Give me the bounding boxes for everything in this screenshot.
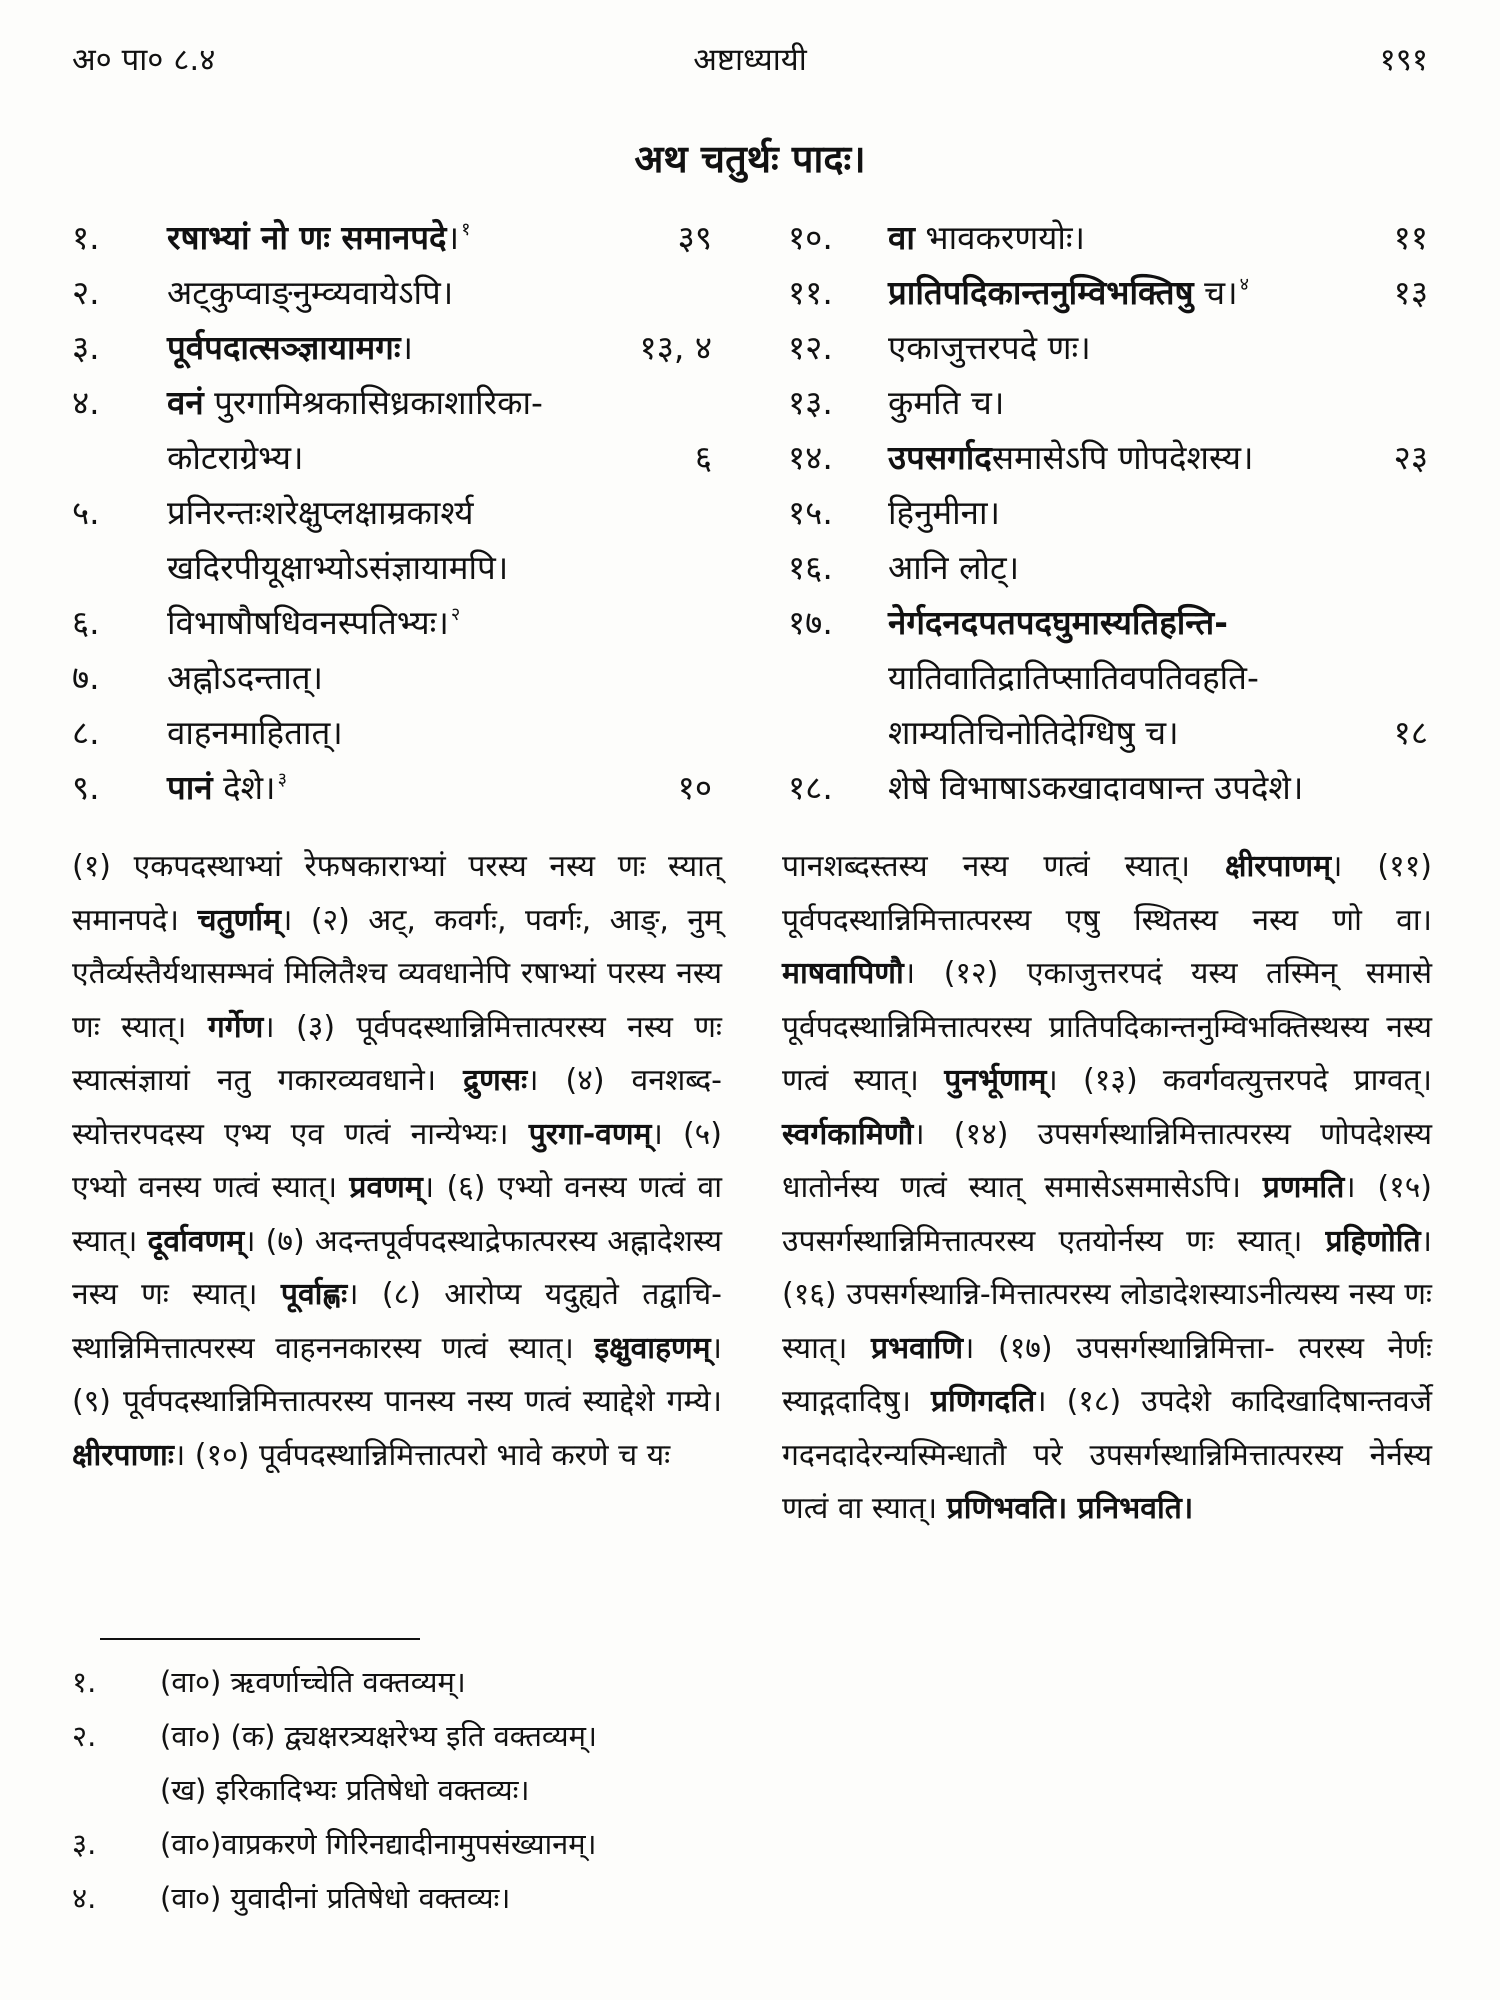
example-word: प्रणमति [1262, 1170, 1345, 1205]
sutra-rest-text: शेषे विभाषाऽकखादावषान्त उपदेशे। [888, 768, 1304, 807]
commentary-text: । (१५) उपसर्गस्थान्निमित्तात्परस्य एतयोर्नस्य णः स्यात्। [782, 1170, 1432, 1259]
sutra-rest-text: अह्नोऽदन्तात्। [167, 658, 324, 697]
footnote-marker: ३ [277, 769, 287, 790]
footnote-text: (वा०) युवादीनां प्रतिषेधो वक्तव्यः। [160, 1881, 511, 1915]
sutra-text [888, 705, 1179, 760]
commentary-text: पानशब्दस्तस्य नस्य णत्वं स्यात्। [782, 849, 1226, 884]
footnote-marker: १ [461, 219, 471, 240]
sutra-rest-text: कोटराग्रेभ्य। [167, 438, 304, 477]
footnote-text: (वा०) (क) द्व्यक्षरत्र्यक्षरेभ्य इति वक्तव्यम्। [160, 1719, 597, 1753]
example-word: पूर्वाह्णः [280, 1277, 348, 1312]
footnote-number: ४. [72, 1881, 97, 1915]
sutra-row [788, 760, 1428, 815]
example-word: पुरगा-वणम् [528, 1116, 652, 1152]
example-word: प्रहिणोति [1325, 1223, 1421, 1259]
commentary-text: । (२) अट्, कवर्गः, पवर्गः, आङ्, नुम् एतैर्व्यस्तैर्यथासम्भवं मिलितैश्च व्यवधानेपि रषाभ्यां परस्य नस्य णः स्यात्। [72, 902, 722, 1045]
sutra-row [788, 430, 1428, 485]
running-header [72, 38, 1428, 88]
example-word: प्रणिभवति। प्रनिभवति। [946, 1491, 1194, 1526]
sutra-number: १६. [788, 548, 833, 587]
sutra-text [167, 650, 323, 705]
sutra-text [888, 210, 1085, 265]
sutra-bold-text: प्रातिपदिकान्तनुम्विभक्तिषु [888, 273, 1194, 312]
sutra-text [888, 375, 1004, 430]
footnote-row [72, 1871, 972, 1925]
sutra-list-left [72, 210, 712, 815]
sutra-row [72, 650, 712, 705]
commentary-text: । (१७) उपसर्गस्थान्निमित्ता- त्परस्य नेर्णः स्याद्गदादिषु। [782, 1330, 1432, 1419]
sutra-text [888, 265, 1249, 320]
footnote-number: १. [72, 1665, 97, 1699]
sutra-rest-text: एकाजुत्तरपदे णः। [888, 328, 1091, 367]
footnote-row [72, 1763, 972, 1817]
example-word: प्रणिगदति [930, 1384, 1036, 1419]
sutra-number: १. [72, 218, 100, 257]
sutra-number: १४. [788, 438, 833, 477]
sutra-number: ६. [72, 603, 100, 642]
sutra-text [167, 265, 453, 320]
sutra-rest-text: कुमति च। [888, 383, 1005, 422]
commentary-text: । (९) पूर्वपदस्थान्निमित्तात्परस्य पानस्य नस्य णत्वं स्याद्देशे गम्ये। [72, 1330, 722, 1419]
sutra-row [788, 705, 1428, 760]
commentary-text: । (१४) उपसर्गस्थान्निमित्तात्परस्य णोपदेशस्य धातोर्नस्य णत्वं स्यात् समासेऽसमासेऽपि। [782, 1116, 1432, 1205]
sutra-text [888, 650, 1259, 705]
sutra-reference: ३९ [677, 218, 712, 257]
example-word: प्रभवाणि [870, 1330, 964, 1366]
sutra-text [167, 760, 287, 815]
sutra-rest-text: अट्कुप्वाङ्नुम्व्यवायेऽपि। [167, 273, 454, 312]
commentary-text: । (१२) एकाजुत्तरपदं यस्य तस्मिन् समासे पूर्वपदस्थान्निमित्तात्परस्य प्रातिपदिकान्तनुम्विभक्तिस्थस्य नस्य णत्वं स्यात्। [782, 956, 1432, 1098]
sutra-reference: १३ [1393, 273, 1428, 312]
sutra-row [788, 375, 1428, 430]
footnote-row [72, 1655, 972, 1709]
commentary-text: । (७) अदन्तपूर्वपदस्थाद्रेफात्परस्य अह्नादेशस्य नस्य णः स्यात्। [72, 1223, 722, 1312]
commentary-text: (१) एकपदस्थाभ्यां रेफषकाराभ्यां परस्य नस्य णः स्यात् समानपदे। [72, 849, 722, 938]
sutra-row [72, 265, 712, 320]
commentary-text: । (३) पूर्वपदस्थान्निमित्तात्परस्य नस्य णः स्यात्संज्ञायां नतु गकारव्यवधाने। [72, 1009, 722, 1098]
sutra-bold-text: उपसर्गाद [888, 438, 992, 477]
commentary-text: । (१०) पूर्वपदस्थान्निमित्तात्परो भावे करणे च यः [173, 1437, 671, 1473]
commentary-text: । (६) एभ्यो वनस्य णत्वं वा स्यात्। [72, 1170, 722, 1259]
sutra-text [888, 485, 1000, 540]
sutra-row [72, 760, 712, 815]
footnote-number: ३. [72, 1827, 97, 1861]
footnote-marker: ४ [1239, 274, 1249, 295]
footnote-number: २. [72, 1719, 97, 1753]
sutra-number: २. [72, 273, 100, 312]
sutra-row [72, 540, 712, 595]
example-word: गर्गेण [207, 1009, 264, 1045]
sutra-number: १३. [788, 383, 833, 422]
sutra-text [888, 320, 1091, 375]
sutra-number: १०. [788, 218, 833, 257]
sutra-text [167, 375, 543, 430]
sutra-rest-text: समासेऽपि णोपदेशस्य। [991, 438, 1254, 477]
example-word: क्षीरपाणम् [1225, 849, 1332, 884]
sutra-number: १८. [788, 768, 833, 807]
sutra-rest-text: शाम्यतिचिनोतिदेग्धिषु च। [888, 713, 1179, 752]
sutra-bold-text: वनं [167, 383, 204, 422]
sutra-row [72, 430, 712, 485]
sutra-row [788, 540, 1428, 595]
sutra-bold-text: रषाभ्यां नो णः समानपदे [167, 218, 447, 257]
book-title: अष्टाध्यायी [693, 42, 807, 78]
sutra-text [167, 430, 304, 485]
sutra-row [788, 650, 1428, 705]
sutra-rest-text: देशे। [212, 768, 276, 807]
footnote-text: (ख) इरिकादिभ्यः प्रतिषेधो वक्तव्यः। [160, 1773, 530, 1807]
example-word: पुनर्भूणाम् [944, 1063, 1047, 1098]
sutra-reference: १३, ४ [639, 328, 712, 367]
commentary-text: । (८) आरोप्य यदुह्यते तद्वाचि-स्थान्निमित्तात्परस्य वाहननकारस्य णत्वं स्यात्। [72, 1277, 722, 1366]
sutra-row [72, 485, 712, 540]
sutra-rest-text: खदिरपीयूक्षाभ्योऽसंज्ञायामपि। [167, 548, 509, 587]
commentary-left [72, 840, 722, 1482]
example-word: स्वर्गकामिणौ [782, 1116, 914, 1152]
sutra-bold-text: पूर्वपदात्सञ्ज्ञायामगः [167, 328, 401, 367]
sutra-bold-text: पानं [167, 768, 213, 807]
sutra-text [167, 485, 474, 540]
commentary-text: । (१३) कवर्गवत्युत्तरपदे प्राग्वत्। [1046, 1063, 1432, 1098]
sutra-bold-text: वा [888, 218, 915, 257]
sutra-number: १५. [788, 493, 833, 532]
sutra-row [788, 320, 1428, 375]
example-word: द्रुणसः [463, 1063, 528, 1098]
sutra-text [167, 320, 413, 375]
sutra-row [72, 375, 712, 430]
commentary-text: । (११) पूर्वपदस्थान्निमित्तात्परस्य एषु स्थितस्य नस्य णो वा। [782, 849, 1433, 938]
sutra-text [888, 430, 1253, 485]
footnote-text: (वा०) ऋवर्णाच्चेति वक्तव्यम्। [160, 1665, 466, 1699]
sutra-text [167, 210, 470, 265]
sutra-bold-text: नेर्गदनदपतपदघुमास्यतिहन्ति- [888, 603, 1228, 642]
commentary-right [782, 840, 1432, 1536]
sutra-text [888, 595, 1228, 650]
sutra-rest-text: भावकरणयोः। [914, 218, 1086, 257]
sutra-rest-text: प्रनिरन्तःशरेक्षुप्लक्षाम्रकार्श्य [167, 493, 474, 532]
example-word: प्रवणम् [349, 1170, 423, 1205]
page-number: १९१ [1379, 42, 1428, 78]
sutra-rest-text: हिनुमीना। [888, 493, 1001, 532]
section-title: अथ चतुर्थः पादः। [634, 137, 866, 181]
example-word: दूर्वावणम् [147, 1223, 245, 1259]
footnote-row [72, 1817, 972, 1871]
sutra-rest-text: पुरगामिश्रकासिध्रकाशारिका- [203, 383, 543, 422]
example-word: क्षीरपाणाः [72, 1437, 174, 1473]
sutra-rest-text: यातिवातिद्रातिप्सातिवपतिवहति- [888, 658, 1259, 697]
example-word: चतुर्णाम् [197, 902, 281, 938]
chapter-reference: अ० पा० ८.४ [72, 42, 216, 78]
sutra-number: १२. [788, 328, 833, 367]
sutra-row [72, 705, 712, 760]
sutra-row [788, 485, 1428, 540]
sutra-number: ११. [788, 273, 833, 312]
commentary-text: । (१८) उपदेशे कादिखादिषान्तवर्जे गदनदादेरन्यस्मिन्धातौ परे उपसर्गस्थान्निमित्तात्परस्य नेर्नस्य णत्वं वा स्यात्। [782, 1384, 1432, 1526]
sutra-text [167, 540, 508, 595]
sutra-number: ३. [72, 328, 100, 367]
sutra-number: ८. [72, 713, 100, 752]
sutra-row [788, 265, 1428, 320]
sutra-reference: ६ [694, 438, 712, 477]
sutra-rest-text: आनि लोट्। [888, 548, 1020, 587]
commentary-text: । (४) वनशब्द-स्योत्तरपदस्य एभ्य एव णत्वं नान्येभ्यः। [72, 1063, 722, 1152]
sutra-rest-text: विभाषौषधिवनस्पतिभ्यः। [167, 603, 449, 642]
sutra-row [72, 320, 712, 375]
sutra-number: ४. [72, 383, 100, 422]
sutra-text [167, 705, 343, 760]
sutra-row [788, 210, 1428, 265]
sutra-reference: २३ [1393, 438, 1428, 477]
sutra-number: ७. [72, 658, 100, 697]
sutra-rest-text: । [446, 218, 460, 257]
sutra-row [788, 595, 1428, 650]
commentary-text: । (१६) उपसर्गस्थान्नि-मित्तात्परस्य लोडादेशस्याऽनीत्यस्य नस्य णः स्यात्। [782, 1223, 1432, 1366]
footnote-marker: २ [450, 604, 461, 625]
commentary-text: । (५) एभ्यो वनस्य णत्वं स्यात्। [72, 1116, 722, 1205]
sutra-reference: १० [677, 768, 712, 807]
example-word: इक्षुवाहणम् [594, 1330, 711, 1366]
sutra-rest-text: । [400, 328, 414, 367]
sutra-number: १७. [788, 603, 833, 642]
example-word: माषवापिणौ [782, 956, 904, 991]
sutra-rest-text: च। [1193, 273, 1238, 312]
sutra-reference: ११ [1393, 218, 1428, 257]
sutra-text [888, 540, 1019, 595]
footnote-row [72, 1709, 972, 1763]
sutra-number: ५. [72, 493, 100, 532]
sutra-list-right [788, 210, 1428, 815]
footnote-rule [100, 1638, 420, 1640]
footnotes [72, 1655, 972, 1925]
sutra-number: ९. [72, 768, 100, 807]
footnote-text: (वा०)वाप्रकरणे गिरिनद्यादीनामुपसंख्यानम्। [160, 1827, 597, 1861]
sutra-text [888, 760, 1303, 815]
sutra-row [72, 210, 712, 265]
sutra-reference: १८ [1393, 713, 1428, 752]
sutra-text [167, 595, 460, 650]
sutra-rest-text: वाहनमाहितात्। [167, 713, 343, 752]
sutra-row [72, 595, 712, 650]
